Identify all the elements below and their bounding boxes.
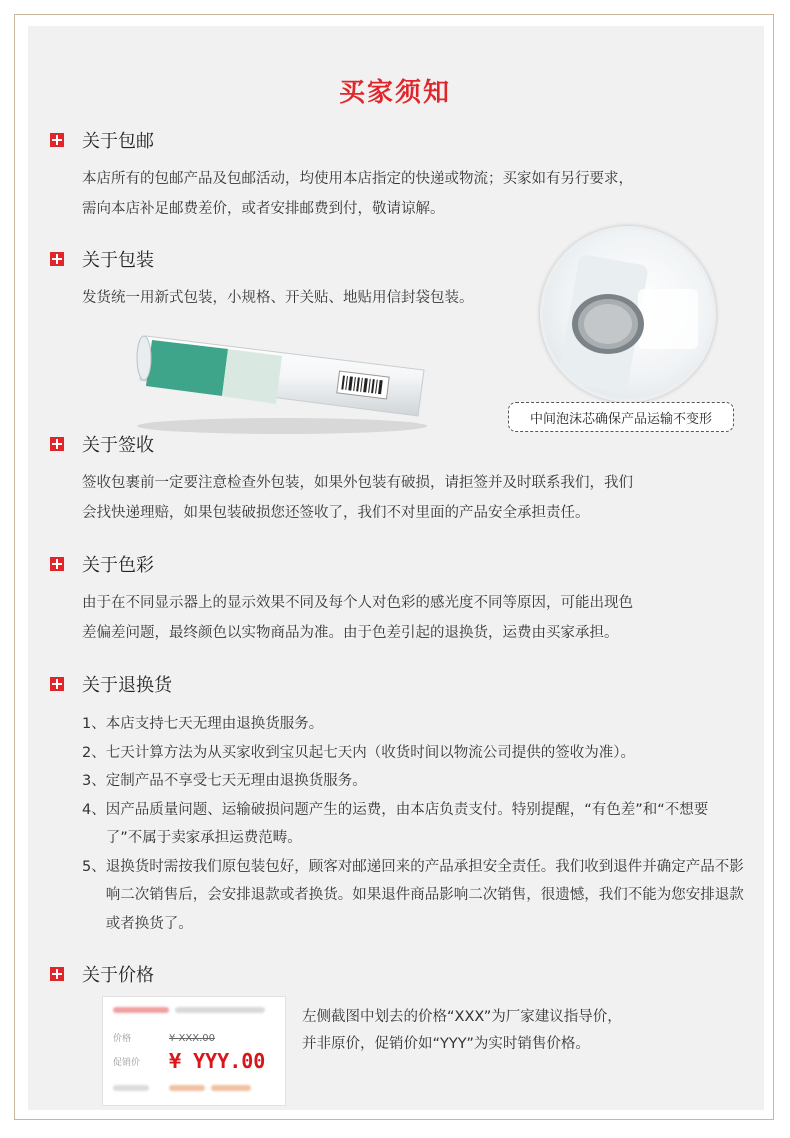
list-item bbox=[82, 767, 744, 796]
plus-box-icon bbox=[50, 967, 64, 981]
body-line: 左侧截图中划去的价格“XXX”为厂家建议指导价， bbox=[302, 1009, 622, 1025]
list-item bbox=[82, 796, 744, 853]
list-item-number: 5、 bbox=[82, 858, 106, 875]
section-title-price: 关于价格 bbox=[82, 965, 154, 986]
list-item-text: 因产品质量问题、运输破损问题产生的运费，由本店负责支付。特别提醒，“有色差”和“不想要了”不属于卖家承担运费范畴。 bbox=[105, 801, 709, 846]
plus-box-icon bbox=[50, 133, 64, 147]
section-title-packaging: 关于包装 bbox=[82, 250, 154, 271]
list-item-number: 4、 bbox=[82, 801, 106, 818]
section-body-shipping bbox=[82, 164, 633, 224]
section-header-color bbox=[50, 553, 154, 575]
body-line: 并非原价，促销价如“YYY”为实时销售价格。 bbox=[302, 1036, 590, 1052]
foam-core-caption: 中间泡沫芯确保产品运输不变形 bbox=[508, 402, 734, 432]
plus-box-icon bbox=[50, 252, 64, 266]
strike-price: ¥ XXX.00 bbox=[169, 1033, 215, 1044]
list-item bbox=[82, 853, 744, 939]
body-line: 会找快递理赔，如果包装破损您还签收了，我们不对里面的产品安全承担责任。 bbox=[82, 505, 590, 521]
section-body-price bbox=[302, 1004, 622, 1058]
section-body-receipt bbox=[82, 468, 633, 528]
blurred-text bbox=[113, 1085, 149, 1091]
body-line: 由于在不同显示器上的显示效果不同及每个人对色彩的感光度不同等原因，可能出现色 bbox=[82, 595, 633, 611]
section-header-packaging bbox=[50, 248, 154, 270]
list-item-text: 退换货时需按我们原包装包好，顾客对邮递回来的产品承担安全责任。我们收到退件并确定产品不影响二次销售后，会安排退款或者换货。如果退件商品影响二次销售，很遗憾，我们不能为您安排退款或者换货了。 bbox=[105, 858, 744, 932]
plus-box-icon bbox=[50, 557, 64, 571]
section-header-returns bbox=[50, 673, 172, 695]
section-title-receipt: 关于签收 bbox=[82, 435, 154, 456]
body-line: 本店所有的包邮产品及包邮活动，均使用本店指定的快递或物流；买家如有另行要求， bbox=[82, 171, 633, 187]
blurred-text bbox=[169, 1085, 205, 1091]
list-item bbox=[82, 739, 744, 768]
body-line: 签收包裹前一定要注意检查外包装，如果外包装有破损，请拒签并及时联系我们，我们 bbox=[82, 475, 633, 491]
plus-box-icon bbox=[50, 437, 64, 451]
price-label: 价格 bbox=[113, 1034, 132, 1044]
section-title-shipping: 关于包邮 bbox=[82, 131, 154, 152]
section-title-color: 关于色彩 bbox=[82, 555, 154, 576]
price-screenshot bbox=[102, 996, 286, 1106]
section-body-packaging: 发货统一用新式包装，小规格、开关贴、地贴用信封袋包装。 bbox=[82, 290, 474, 306]
list-item bbox=[82, 710, 744, 739]
returns-list bbox=[82, 710, 744, 938]
section-header-price bbox=[50, 963, 154, 985]
promo-price: ¥ YYY.00 bbox=[169, 1049, 266, 1073]
body-line: 差偏差问题，最终颜色以实物商品为准。由于色差引起的退换货，运费由买家承担。 bbox=[82, 625, 619, 641]
list-item-number: 3、 bbox=[82, 773, 106, 789]
blurred-text bbox=[175, 1007, 265, 1013]
section-title-returns: 关于退换货 bbox=[82, 675, 172, 696]
foam-core-closeup-image bbox=[540, 226, 716, 402]
page-title: 买家须知 bbox=[338, 78, 451, 108]
promo-price-label: 促销价 bbox=[113, 1058, 141, 1068]
list-item-text: 本店支持七天无理由退换货服务。 bbox=[105, 716, 324, 732]
plus-box-icon bbox=[50, 677, 64, 691]
packaging-tube-image bbox=[132, 318, 430, 438]
list-item-number: 2、 bbox=[82, 744, 106, 761]
section-header-receipt bbox=[50, 433, 154, 455]
body-line: 需向本店补足邮费差价，或者安排邮费到付，敬请谅解。 bbox=[82, 201, 445, 217]
foam-core-icon bbox=[543, 229, 713, 399]
list-item-text: 定制产品不享受七天无理由退换货服务。 bbox=[105, 773, 367, 789]
section-body-color bbox=[82, 588, 633, 648]
blurred-text bbox=[113, 1007, 169, 1013]
blurred-text bbox=[211, 1085, 251, 1091]
list-item-number: 1、 bbox=[82, 716, 106, 732]
list-item-text: 七天计算方法为从买家收到宝贝起七天内（收货时间以物流公司提供的签收为准）。 bbox=[105, 744, 635, 761]
section-header-shipping bbox=[50, 129, 154, 151]
